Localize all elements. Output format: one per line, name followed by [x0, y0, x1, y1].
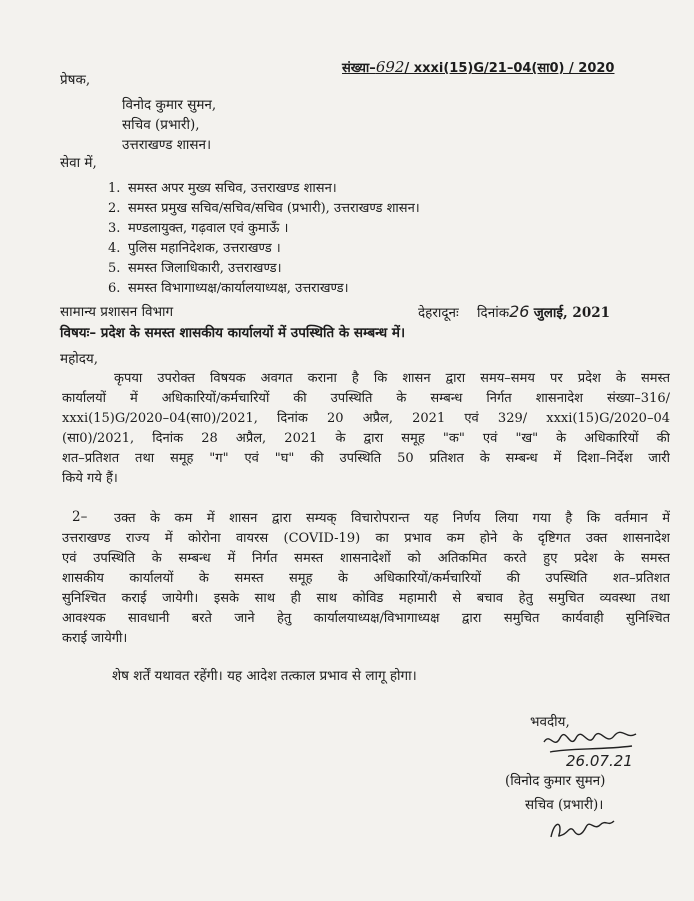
recipient-item: 4. पुलिस महानिदेशक, उत्तराखण्ड ।: [108, 241, 281, 256]
paragraph-2: [62, 509, 670, 649]
paragraph-line: कृपया उपरोक्त विषयक अवगत कराना है कि शासन द्वारा समय–समय पर प्रदेश के समस्त: [114, 371, 670, 386]
reference-prefix: संख्या–: [342, 61, 376, 76]
paragraph-line: उत्तराखण्ड राज्य में कोरोना वायरस (COVID-19) का प्रभाव कम होने के दृष्टिगत उक्त शासनादेश: [62, 531, 670, 546]
paragraph-line: कार्यालयों में अधिकारियों/कर्मचारियों की उपस्थिति के सम्बन्ध निर्गत शासनादेश संख्या–316/: [62, 391, 670, 406]
paragraph-line: कराई जायेगी।: [62, 631, 128, 646]
salutation: महोदय,: [60, 351, 99, 367]
from-label: प्रेषक,: [60, 72, 91, 88]
handwritten-day: 26: [509, 302, 530, 321]
paragraph-line: एवं उपस्थिति के सम्बन्ध में निर्गत समस्त शासनादेशों को अतिकमित करते हुए प्रदेश के समस्त: [62, 551, 670, 566]
reference-suffix: / xxxi(15)G/21–04(सा0) / 2020: [404, 61, 615, 76]
paragraph-line: किये गये हैं।: [62, 471, 118, 486]
closing-line: शेष शर्तें यथावत रहेंगी। यह आदेश तत्काल प्रभाव से लागू होगा।: [112, 668, 417, 684]
sender-organisation: उत्तराखण्ड शासन।: [122, 137, 212, 153]
date-suffix: जुलाई, 2021: [533, 305, 611, 321]
date-prefix: दिनांक: [477, 305, 510, 321]
paragraph-line: सुनिश्चित कराई जायेगी। इसके साथ ही साथ कोविड महामारी से बचाव हेतु समुचित व्यवस्था तथा: [62, 591, 670, 606]
signatory-name: (विनोद कुमार सुमन): [505, 773, 606, 789]
paragraph-line: xxxi(15)G/2020–04(सा0)/2021, दिनांक 20 अप्रैल, 2021 एवं 329/ xxxi(15)G/2020–04: [62, 411, 670, 426]
recipient-item: 1. समस्त अपर मुख्य सचिव, उत्तराखण्ड शासन।: [108, 181, 337, 196]
paragraph-line: शासकीय कार्यालयों के समस्त समूह के अधिकारियों/कर्मचारियों की उपस्थिति शत–प्रतिशत: [62, 571, 670, 586]
signatory-designation: सचिव (प्रभारी)।: [525, 797, 604, 813]
paragraph-1: [62, 369, 670, 489]
paragraph-line: शत–प्रतिशत तथा समूह "ग" एवं "घ" की उपस्थिति 50 प्रतिशत के सम्बन्ध में दिशा–निर्देश जारी: [62, 451, 670, 466]
paragraph-line: (सा0)/2021, दिनांक 28 अप्रैल, 2021 के द्वारा समूह "क" एवं "ख" के अधिकारियों की: [62, 431, 670, 446]
department-name: सामान्य प्रशासन विभाग: [60, 304, 174, 320]
paragraph-line: आवश्यक सावधानी बरते जाने हेतु कार्यालयाध्यक्ष/विभागाध्यक्ष द्वारा समुचित कार्यवाही सुनिश्चित: [62, 611, 670, 626]
paragraph-line: उक्त के कम में शासन द्वारा सम्यक् विचारोपरान्त यह निर्णय लिया गया है कि वर्तमान में: [114, 511, 670, 526]
recipient-item: 2. समस्त प्रमुख सचिव/सचिव/सचिव (प्रभारी), उत्तराखण्ड शासन।: [108, 201, 420, 216]
initials-mark: [548, 815, 618, 843]
subject-line: विषयः– प्रदेश के समस्त शासकीय कार्यालयों में उपस्थिति के सम्बन्ध में।: [60, 325, 406, 341]
handwritten-reference-number: 692: [375, 58, 405, 76]
letter-date: [418, 302, 610, 321]
to-label: सेवा में,: [60, 155, 97, 171]
sender-name: विनोद कुमार सुमन,: [122, 97, 217, 113]
sender-designation: सचिव (प्रभारी),: [122, 117, 200, 133]
paragraph-2-number: 2–: [72, 509, 88, 525]
signoff-label: भवदीय,: [530, 714, 570, 730]
recipient-item: 3. मण्डलायुक्त, गढ़वाल एवं कुमाऊँ ।: [108, 221, 289, 236]
signature-date: 26.07.21: [566, 752, 633, 770]
recipient-item: 6. समस्त विभागाध्यक्ष/कार्यालयाध्यक्ष, उत्तराखण्ड।: [108, 281, 349, 296]
date-place: देहरादूनः: [418, 305, 459, 321]
recipient-item: 5. समस्त जिलाधिकारी, उत्तराखण्ड।: [108, 261, 282, 276]
reference-number: [342, 58, 614, 76]
